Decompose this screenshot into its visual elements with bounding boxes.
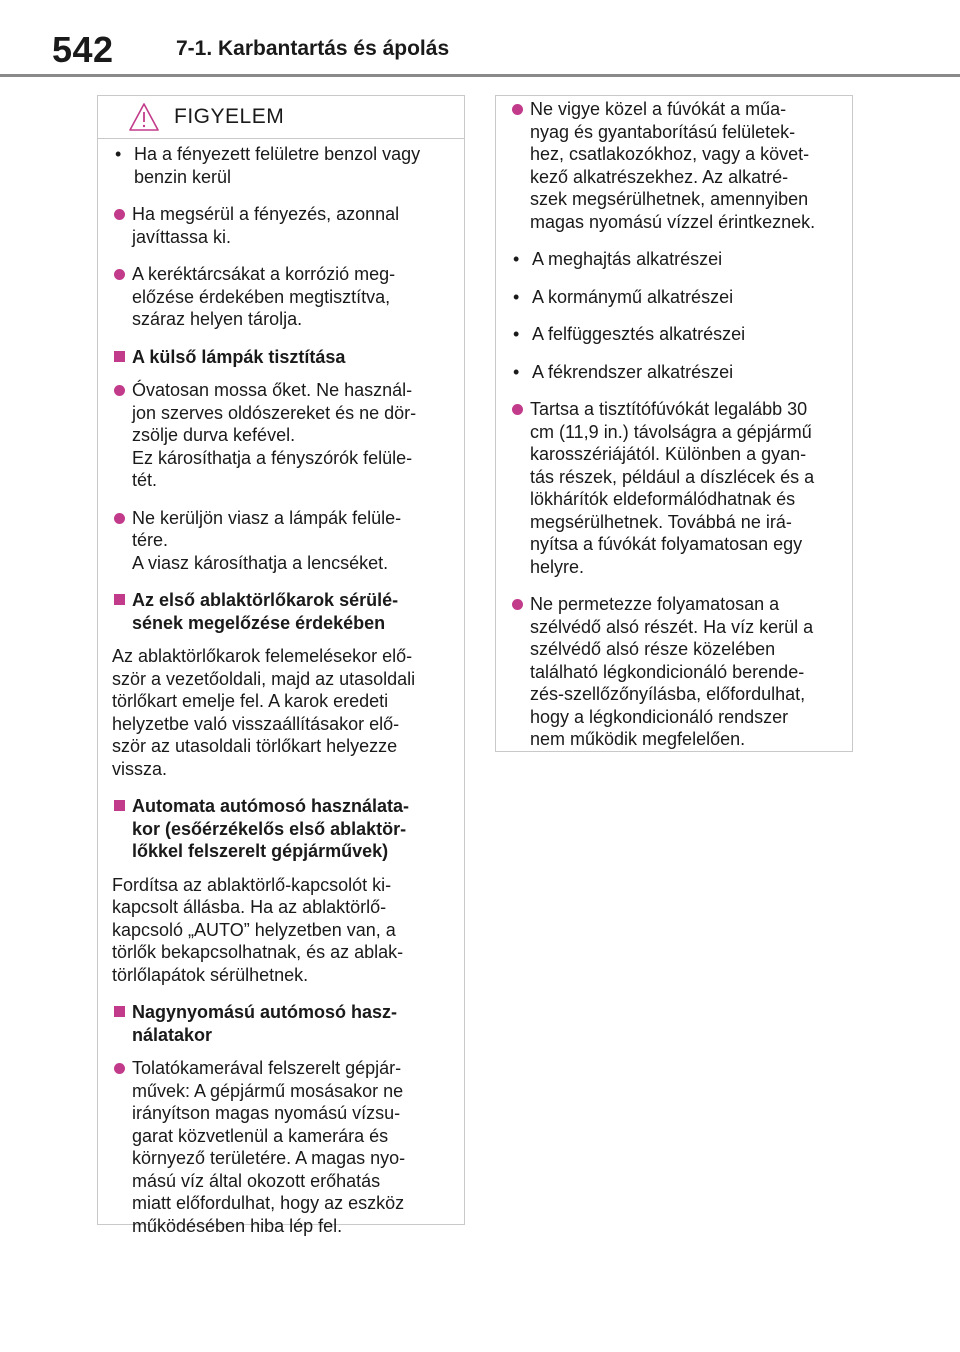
text-line: karosszériájától. Különben a gyan- xyxy=(530,444,807,464)
square-bullet-icon xyxy=(114,1006,125,1017)
warning-content-left xyxy=(98,139,464,1237)
text-line: A kormánymű alkatrészei xyxy=(532,286,734,307)
text-line: javíttassa ki. xyxy=(132,226,232,247)
text-line: hez, csatlakozókhoz, vagy a követ- xyxy=(530,144,810,164)
text-line: Ha megsérül a fényezés, azonnal xyxy=(132,204,400,224)
list-item xyxy=(510,286,838,309)
text-line: megsérülhetnek. Továbbá ne irá- xyxy=(530,511,792,532)
square-bullet-icon xyxy=(114,594,125,605)
text-line: helyzetbe való visszaállításakor elő- xyxy=(112,713,400,734)
bullet-dot-icon xyxy=(512,599,523,610)
text-line: tás részek, például a díszlécek és a xyxy=(530,466,815,487)
subheading xyxy=(112,795,450,863)
header-rule xyxy=(0,74,960,77)
text-line: Fordítsa az ablaktörlő-kapcsolót ki- xyxy=(112,874,392,895)
text-line: törlőkart emelje fel. A karok eredeti xyxy=(112,691,389,711)
text-line: sének megelőzése érdekében xyxy=(132,612,386,633)
subheading xyxy=(112,1001,450,1046)
text-line: nem működik megfelelően. xyxy=(530,729,746,749)
text-line: környező területére. A magas nyo- xyxy=(132,1148,406,1168)
list-item xyxy=(112,379,450,492)
text-line: irányítson magas nyomású vízsu- xyxy=(132,1103,401,1123)
text-line: Tartsa a tisztítófúvókát legalább 30 xyxy=(530,399,808,419)
text-line: tére. xyxy=(132,530,169,550)
text-line: Óvatosan mossa őket. Ne használ- xyxy=(132,380,413,400)
list-item xyxy=(112,203,450,248)
text-line: hogy a légkondicionáló rendszer xyxy=(530,706,789,727)
list-item xyxy=(112,143,450,188)
bullet-dot-icon xyxy=(114,269,125,280)
text-line: cm (11,9 in.) távolságra a gépjármű xyxy=(530,421,812,442)
text-line: előzése érdekében megtisztítva, xyxy=(132,286,391,307)
section-title: 7-1. Karbantartás és ápolás xyxy=(176,37,450,60)
text-line: nyag és gyantaborítású felületek- xyxy=(530,121,796,142)
bullet-dot-icon xyxy=(114,385,125,396)
text-line: kező alkatrészekhez. Az alkatré- xyxy=(530,166,789,187)
text-line: tét. xyxy=(132,470,158,490)
page-number: 542 xyxy=(52,29,114,70)
list-item xyxy=(510,323,838,346)
warning-box-right xyxy=(495,95,853,752)
text-line: Ha a fényezett felületre benzol vagy xyxy=(134,144,421,164)
dash-marker: • xyxy=(513,249,520,269)
text-line: A külső lámpák tisztítása xyxy=(132,346,346,367)
text-line: Ne kerüljön viasz a lámpák felüle- xyxy=(132,507,402,528)
page-header xyxy=(0,0,960,80)
warning-header xyxy=(98,96,464,139)
text-line: zsölje durva kefével. xyxy=(132,425,296,445)
warning-content-right xyxy=(496,96,852,751)
square-bullet-icon xyxy=(114,800,125,811)
text-line: szélvédő alsó része közelében xyxy=(530,639,776,659)
text-line: benzin kerül xyxy=(134,166,232,187)
list-item xyxy=(112,1057,450,1237)
text-line: Az ablaktörlőkarok felemelésekor elő- xyxy=(112,646,413,666)
text-line: működésében hiba lép fel. xyxy=(132,1215,343,1236)
text-line: Az első ablaktörlőkarok sérülé- xyxy=(132,590,399,610)
text-line: lőkkel felszerelt gépjárművek) xyxy=(132,841,389,861)
text-line: Nagynyomású autómosó hasz- xyxy=(132,1002,398,1022)
text-line: nálatakor xyxy=(132,1024,213,1045)
text-line: kapcsoló „AUTO” helyzetben van, a xyxy=(112,919,396,940)
text-line: szek megsérülhetnek, amennyiben xyxy=(530,189,809,209)
text-line: garat közvetlenül a kamerára és xyxy=(132,1125,389,1146)
text-line: zés-szellőzőnyílásba, előfordulhat, xyxy=(530,684,806,704)
text-line: Ez károsíthatja a fényszórók felüle- xyxy=(132,447,413,468)
list-item xyxy=(510,593,838,751)
text-line: törlők bekapcsolhatnak, és az ablak- xyxy=(112,942,404,962)
list-item xyxy=(510,98,838,233)
text-line: nyítsa a fúvókát folyamatosan egy xyxy=(530,534,803,554)
text-line: A felfüggesztés alkatrészei xyxy=(532,324,746,344)
text-line: miatt előfordulhat, hogy az eszköz xyxy=(132,1193,405,1213)
subheading xyxy=(112,589,450,634)
text-line: található légkondicionáló berende- xyxy=(530,661,805,682)
warning-box-left xyxy=(97,95,465,1236)
list-item xyxy=(510,248,838,271)
list-item xyxy=(510,361,838,384)
text-line: száraz helyen tárolja. xyxy=(132,309,303,329)
paragraph xyxy=(112,874,450,987)
text-line: magas nyomású vízzel érintkeznek. xyxy=(530,211,816,232)
text-line: helyre. xyxy=(530,556,585,577)
text-line: jon szerves oldószereket és ne dör- xyxy=(132,402,417,423)
square-bullet-icon xyxy=(114,351,125,362)
text-line: Ne vigye közel a fúvókát a műa- xyxy=(530,99,787,119)
text-line: A viasz károsíthatja a lencséket. xyxy=(132,552,389,573)
warning-triangle-icon xyxy=(128,102,160,132)
list-item xyxy=(510,398,838,578)
text-line: kor (esőérzékelős első ablaktör- xyxy=(132,818,407,839)
text-line: Ne permetezze folyamatosan a xyxy=(530,594,780,614)
bullet-dot-icon xyxy=(512,104,523,115)
text-line: lökhárítók eldeformálódhatnak és xyxy=(530,489,796,509)
bullet-dot-icon xyxy=(114,513,125,524)
bullet-dot-icon xyxy=(512,404,523,415)
warning-title: FIGYELEM xyxy=(174,105,285,128)
text-line: művek: A gépjármű mosásakor ne xyxy=(132,1080,404,1101)
text-line: ször az utasoldali törlőkart helyezze xyxy=(112,736,398,756)
bullet-dot-icon xyxy=(114,1063,125,1074)
dash-marker: • xyxy=(513,324,520,344)
dash-marker: • xyxy=(513,286,520,307)
text-line: szélvédő alsó részét. Ha víz kerül a xyxy=(530,616,814,637)
text-line: A keréktárcsákat a korrózió meg- xyxy=(132,264,396,284)
dash-marker: • xyxy=(513,361,520,382)
bullet-dot-icon xyxy=(114,209,125,220)
text-line: kapcsolt állásba. Ha az ablaktörlő- xyxy=(112,897,387,917)
text-line: ször a vezetőoldali, majd az utasoldali xyxy=(112,668,416,689)
text-line: törlőlapátok sérülhetnek. xyxy=(112,964,309,985)
text-line: Automata autómosó használata- xyxy=(132,796,410,816)
dash-marker: • xyxy=(115,144,122,164)
list-item xyxy=(112,263,450,331)
list-item xyxy=(112,507,450,575)
paragraph xyxy=(112,645,450,780)
text-line: A fékrendszer alkatrészei xyxy=(532,361,734,382)
text-line: Tolatókamerával felszerelt gépjár- xyxy=(132,1058,402,1078)
text-line: mású víz által okozott erőhatás xyxy=(132,1170,381,1191)
subheading xyxy=(112,346,450,369)
text-line: A meghajtás alkatrészei xyxy=(532,249,723,269)
text-line: vissza. xyxy=(112,758,168,779)
